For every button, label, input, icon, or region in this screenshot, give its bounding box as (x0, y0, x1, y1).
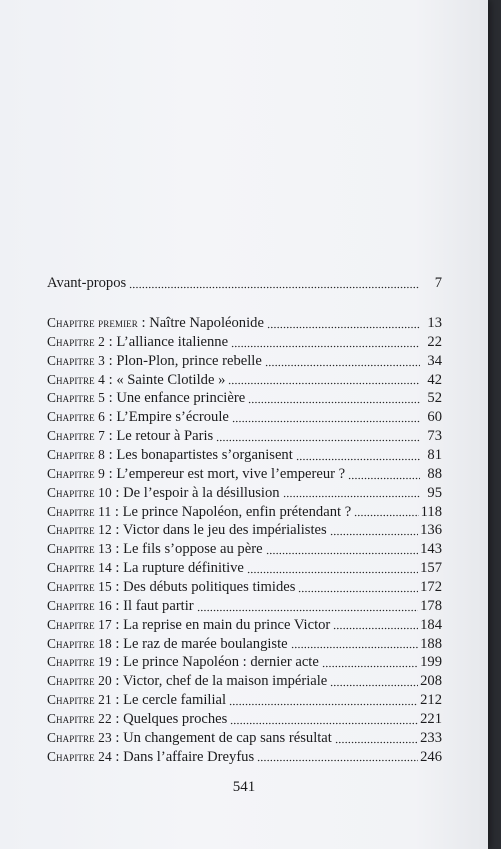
chapter-label: Chapitre 8 (47, 447, 105, 462)
dot-leader (231, 338, 420, 348)
dot-leader (230, 715, 418, 725)
chapter-entry-text: Chapitre 4 : « Sainte Clotilde » (47, 371, 226, 388)
chapter-title: La rupture définitive (123, 560, 244, 576)
chapter-page-number: 233 (420, 729, 442, 746)
dot-leader (322, 658, 418, 668)
chapter-page-number: 246 (420, 748, 442, 765)
chapter-label: Chapitre 21 (47, 692, 112, 707)
chapter-title: Victor, chef de la maison impériale (122, 673, 328, 690)
foreword-title: Avant-propos (47, 275, 127, 291)
chapter-label: Chapitre 6 (47, 409, 105, 425)
chapter-label: Chapitre 3 (47, 352, 105, 368)
toc-entry-chapter (47, 728, 442, 747)
toc-entry-chapter (47, 596, 442, 615)
chapter-page-number: 42 (427, 371, 442, 388)
chapter-label: Chapitre 15 (47, 578, 112, 594)
toc-entry-chapter (47, 502, 442, 521)
chapter-title: L’Empire s’écroule (116, 409, 229, 426)
dot-leader (197, 602, 418, 612)
toc-entry-chapter (47, 445, 442, 464)
chapter-page-number: 178 (420, 597, 442, 614)
toc-entry-chapter (47, 313, 442, 332)
chapter-entry-text: Chapitre 15 : Des débuts politiques timides (47, 578, 296, 595)
chapter-entry-text: Chapitre premier : Naître Napoléonide (47, 315, 264, 331)
toc-entry-chapter (47, 558, 442, 577)
chapter-label: Chapitre 22 (47, 710, 112, 726)
chapter-page-number: 184 (420, 616, 442, 633)
chapter-page-number: 88 (427, 465, 442, 482)
chapter-label: Chapitre 16 (47, 597, 112, 613)
chapter-entry-text: Chapitre 12 : Victor dans le jeu des impérialistes (47, 522, 327, 539)
chapter-label: Chapitre 10 (47, 484, 112, 500)
toc-entry-chapter (47, 388, 442, 407)
chapter-title: « Sainte Clotilde » (116, 371, 226, 388)
toc-entry-chapter (47, 652, 442, 671)
chapter-entry-text: Chapitre 14 : La rupture définitive (47, 560, 244, 576)
chapter-entry-text: Chapitre 20 : Victor, chef de la maison impériale (47, 673, 328, 690)
dot-leader (333, 621, 418, 631)
dot-leader (348, 470, 420, 480)
chapter-page-number: 60 (427, 409, 442, 426)
dot-leader (330, 677, 418, 687)
chapter-entry-text: Chapitre 18 : Le raz de marée boulangiste (47, 635, 288, 652)
chapter-page-number: 172 (420, 578, 442, 595)
chapter-title: Le prince Napoléon, enfin prétendant ? (122, 503, 352, 520)
chapter-entry-text: Chapitre 24 : Dans l’affaire Dreyfus (47, 748, 255, 765)
chapter-label: Chapitre 20 (47, 673, 112, 689)
chapter-entry-text: Chapitre 17 : La reprise en main du prince Victor (47, 616, 331, 633)
chapter-title: L’alliance italienne (116, 333, 229, 350)
chapter-entry-text: Chapitre 21 : Le cercle familial (47, 692, 227, 708)
chapter-entry-text: Chapitre 13 : Le fils s’oppose au père (47, 541, 263, 558)
chapter-title: La reprise en main du prince Victor (123, 616, 331, 633)
toc-entry-chapter (47, 539, 442, 558)
chapter-entry-text: Chapitre 6 : L’Empire s’écroule (47, 409, 229, 426)
chapter-page-number: 73 (427, 428, 442, 445)
chapter-label: Chapitre premier (47, 315, 138, 330)
page-number: 541 (232, 779, 256, 795)
toc-entry-chapter (47, 709, 442, 728)
toc-entry-chapter (47, 615, 442, 634)
dot-leader (248, 394, 420, 404)
dot-leader (291, 640, 418, 650)
chapter-label: Chapitre 2 (47, 333, 105, 349)
chapter-title: Des débuts politiques timides (123, 578, 296, 595)
chapter-title: De l’espoir à la désillusion (123, 484, 280, 501)
chapter-title: Quelques proches (123, 710, 228, 727)
chapter-entry-text: Chapitre 10 : De l’espoir à la désillusion (47, 484, 280, 501)
chapter-title: Le retour à Paris (116, 428, 214, 445)
chapter-label: Chapitre 18 (47, 635, 112, 651)
chapter-page-number: 212 (420, 692, 442, 708)
chapter-entry-text: Chapitre 7 : Le retour à Paris (47, 428, 214, 445)
chapter-page-number: 13 (427, 315, 442, 331)
chapter-entry-text: Chapitre 3 : Plon-Plon, prince rebelle (47, 352, 262, 369)
dot-leader (330, 526, 418, 536)
toc-entry-chapter (47, 520, 442, 539)
chapter-entry-text: Chapitre 9 : L’empereur est mort, vive l’empereur ? (47, 465, 346, 482)
chapter-entry-text: Chapitre 16 : Il faut partir (47, 597, 194, 614)
dot-leader (129, 279, 420, 289)
dot-leader (298, 583, 418, 593)
foreword-page-number: 7 (434, 275, 442, 291)
chapter-label: Chapitre 17 (47, 616, 112, 632)
toc-entry-foreword (47, 273, 442, 292)
chapter-label: Chapitre 9 (47, 465, 105, 481)
chapter-page-number: 208 (420, 673, 442, 690)
chapter-title: Les bonapartistes s’organisent (116, 447, 293, 463)
chapter-label: Chapitre 23 (47, 729, 112, 745)
chapter-entry-text: Chapitre 23 : Un changement de cap sans résultat (47, 729, 332, 746)
dot-leader (216, 432, 420, 442)
toc-entry-chapter (47, 690, 442, 709)
chapter-entry-text: Chapitre 2 : L’alliance italienne (47, 333, 229, 350)
toc-entry-chapter (47, 426, 442, 445)
chapter-page-number: 143 (420, 541, 442, 558)
chapter-title: Une enfance princière (116, 390, 246, 407)
dot-leader (257, 753, 418, 763)
chapter-label: Chapitre 11 (47, 503, 112, 519)
chapter-title: Un changement de cap sans résultat (123, 729, 332, 746)
toc-entry-chapter (47, 407, 442, 426)
chapter-entry-text: Chapitre 11 : Le prince Napoléon, enfin prétendant ? (47, 503, 352, 520)
chapter-entry-text: Chapitre 5 : Une enfance princière (47, 390, 246, 407)
toc-entry-chapter (47, 577, 442, 596)
chapter-title: Le cercle familial (123, 692, 227, 708)
chapter-title: Naître Napoléonide (149, 315, 264, 331)
toc-entry-chapter (47, 370, 442, 389)
toc-entry-chapter (47, 351, 442, 370)
toc-entry-chapter (47, 634, 442, 653)
dot-leader (229, 696, 418, 706)
toc-entry-chapter (47, 671, 442, 690)
toc-entry-chapter (47, 483, 442, 502)
chapter-title: Le fils s’oppose au père (123, 541, 263, 558)
chapter-label: Chapitre 12 (47, 522, 112, 538)
chapter-page-number: 22 (427, 333, 442, 350)
dot-leader (228, 376, 420, 386)
chapter-page-number: 81 (427, 447, 442, 463)
chapter-page-number: 199 (420, 654, 442, 671)
dot-leader (267, 319, 420, 329)
chapter-page-number: 188 (420, 635, 442, 652)
chapter-label: Chapitre 5 (47, 390, 105, 406)
chapter-page-number: 221 (420, 710, 442, 727)
dot-leader (232, 413, 420, 423)
chapter-title: Il faut partir (123, 597, 194, 614)
dot-leader (247, 564, 418, 574)
toc-entry-chapter (47, 332, 442, 351)
chapter-title: Plon-Plon, prince rebelle (116, 352, 262, 369)
chapter-title: Dans l’affaire Dreyfus (123, 748, 255, 765)
toc-entry-chapter (47, 464, 442, 483)
chapter-entry-text: Chapitre 22 : Quelques proches (47, 710, 228, 727)
dot-leader (335, 734, 418, 744)
chapter-page-number: 157 (420, 560, 442, 576)
chapter-page-number: 34 (427, 352, 442, 369)
dot-leader (265, 357, 420, 367)
chapter-page-number: 52 (427, 390, 442, 407)
chapter-page-number: 118 (420, 503, 442, 520)
dot-leader (266, 545, 419, 555)
dot-leader (354, 508, 418, 518)
chapter-entry-text: Chapitre 19 : Le prince Napoléon : dernier acte (47, 654, 319, 671)
chapter-title: Le raz de marée boulangiste (123, 635, 288, 652)
dot-leader (296, 451, 420, 461)
chapter-title: Le prince Napoléon : dernier acte (123, 654, 319, 671)
chapter-title: Victor dans le jeu des impérialistes (122, 522, 327, 539)
chapter-label: Chapitre 14 (47, 560, 112, 575)
chapter-label: Chapitre 19 (47, 654, 112, 670)
chapter-page-number: 95 (427, 484, 442, 501)
dot-leader (283, 489, 420, 499)
chapter-title: L’empereur est mort, vive l’empereur ? (116, 465, 346, 482)
chapter-label: Chapitre 4 (47, 371, 105, 387)
chapter-page-number: 136 (420, 522, 442, 539)
chapter-label: Chapitre 7 (47, 428, 105, 444)
chapter-label: Chapitre 13 (47, 541, 112, 557)
chapter-entry-text: Chapitre 8 : Les bonapartistes s’organisent (47, 447, 293, 463)
chapter-label: Chapitre 24 (47, 748, 112, 764)
toc-entry-chapter (47, 747, 442, 766)
